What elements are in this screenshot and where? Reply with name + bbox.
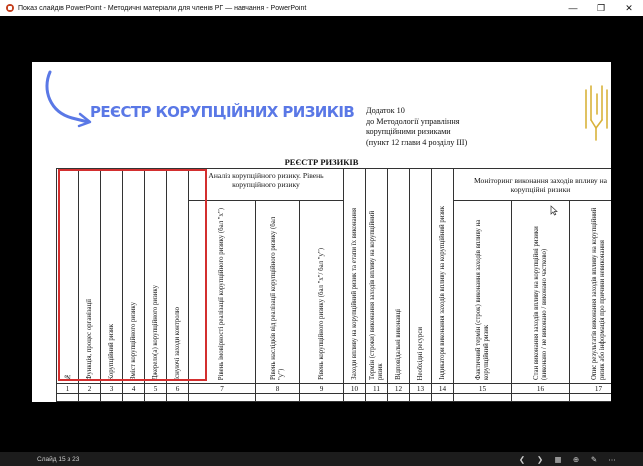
header-cell <box>189 201 256 384</box>
column-header: Функція, процес організації <box>85 299 93 380</box>
table-cell <box>145 394 167 402</box>
minimize-button[interactable]: — <box>568 3 578 13</box>
close-button[interactable]: ✕ <box>625 2 633 13</box>
table-cell <box>167 394 189 402</box>
slideshow-navigation <box>513 452 621 466</box>
column-number: 5 <box>145 384 167 394</box>
column-number: 2 <box>79 384 101 394</box>
header-cell <box>344 169 366 384</box>
column-header: Необхідні ресурси <box>416 326 424 380</box>
table-cell <box>410 394 432 402</box>
table-cell <box>300 394 344 402</box>
header-cell <box>57 169 79 384</box>
table-cell <box>454 394 512 402</box>
column-number: 14 <box>432 384 454 394</box>
header-cell <box>101 169 123 384</box>
header-cell <box>570 201 612 384</box>
column-number: 6 <box>167 384 189 394</box>
column-header: Опис результатів виконання заходів впливу на корупційний ризик або інформація про причини невиконання <box>590 207 606 380</box>
window-title: Показ слайдів PowerPoint - Методичні матеріали для членів РГ — навчання - PowerPoint <box>18 4 307 12</box>
column-header: Рівень корупційного ризику (бал "x"/ бал "y") <box>317 248 325 380</box>
table-cell <box>79 394 101 402</box>
addendum-line: корупційними ризиками <box>366 127 451 137</box>
analysis-group-header: Аналіз корупційного ризику. Рівень корупційного ризику <box>189 169 344 201</box>
column-header: Джерело(а) корупційного ризику <box>151 284 159 380</box>
more-options-icon[interactable]: ⋯ <box>608 454 616 464</box>
column-number: 12 <box>388 384 410 394</box>
header-cell <box>256 201 300 384</box>
column-number: 1 <box>57 384 79 394</box>
column-header: Фактичний термін (строк) виконання заходів впливу на корупційний ризик <box>474 219 490 380</box>
zoom-icon[interactable]: ⊕ <box>572 454 580 464</box>
restore-button[interactable]: ❐ <box>596 2 606 13</box>
column-number: 9 <box>300 384 344 394</box>
column-header: Існуючі заходи контролю <box>173 306 181 380</box>
table-cell <box>366 394 388 402</box>
column-number: 13 <box>410 384 432 394</box>
column-number: 10 <box>344 384 366 394</box>
header-cell <box>123 169 145 384</box>
addendum-note <box>366 106 467 148</box>
column-number: 4 <box>123 384 145 394</box>
organization-logo <box>583 84 611 142</box>
column-header: Рівень імовірності реалізації корупційного ризику (бал "x") <box>218 207 225 380</box>
column-header: Заходи впливу на корупційний ризик та етапи їх виконання <box>350 208 358 380</box>
table-cell <box>432 394 454 402</box>
header-cell <box>300 201 344 384</box>
column-header: Термін (строки) виконання заходів впливу на корупційний ризик <box>368 210 384 380</box>
column-header: Відповідальні виконавці <box>394 309 402 380</box>
column-header: Стан виконання заходів впливу на корупційні ризики (виконано / не виконано / виконано частково) <box>532 226 548 380</box>
monitoring-group-header: Моніторинг виконання заходів впливу на корупційні ризики <box>454 169 612 201</box>
slide[interactable] <box>32 62 611 402</box>
slide-title: РЕЄСТР КОРУПЦІЙНИХ РИЗИКІВ <box>90 103 355 121</box>
column-number: 8 <box>256 384 300 394</box>
table-cell <box>388 394 410 402</box>
header-cell <box>410 169 432 384</box>
table-cell <box>123 394 145 402</box>
slide-counter: Слайд 15 з 23 <box>37 455 80 463</box>
column-number: 3 <box>101 384 123 394</box>
header-cell <box>366 169 388 384</box>
pointer-options-icon[interactable]: ✎ <box>590 454 598 464</box>
column-header: Рівень наслідків від реалізації корупційного ризику (бал "y") <box>269 216 285 380</box>
column-number: 16 <box>512 384 570 394</box>
header-cell <box>512 201 570 384</box>
registry-title: РЕЄСТР РИЗИКІВ <box>284 157 359 167</box>
table-cell <box>57 394 79 402</box>
table-cell <box>256 394 300 402</box>
table-cell <box>344 394 366 402</box>
column-number-row <box>57 384 612 394</box>
column-header: Корупційний ризик <box>107 323 115 380</box>
column-number: 11 <box>366 384 388 394</box>
header-cell <box>454 201 512 384</box>
window-titlebar <box>0 0 643 16</box>
header-cell <box>167 169 189 384</box>
column-header: Зміст корупційного ризику <box>129 302 137 380</box>
table-row <box>57 394 612 402</box>
column-header: Індикатори виконання заходів впливу на корупційний ризик <box>438 206 446 380</box>
table-cell <box>570 394 612 402</box>
powerpoint-icon <box>6 4 14 12</box>
slide-sorter-icon[interactable]: ▦ <box>554 454 562 464</box>
window-controls <box>559 0 643 16</box>
table-cell <box>512 394 570 402</box>
prev-icon[interactable]: ❮ <box>518 454 526 464</box>
header-group-row <box>57 169 612 201</box>
column-number: 7 <box>189 384 256 394</box>
addendum-line: (пункт 12 глави 4 розділу ІІІ) <box>366 137 468 147</box>
addendum-line: Додаток 10 <box>366 106 405 115</box>
risk-registry-table <box>56 168 611 402</box>
column-number: 17 <box>570 384 612 394</box>
header-cell <box>79 169 101 384</box>
table-cell <box>101 394 123 402</box>
next-icon[interactable]: ❯ <box>536 454 544 464</box>
header-cell <box>432 169 454 384</box>
header-cell <box>388 169 410 384</box>
column-header: № <box>63 373 71 380</box>
header-cell <box>145 169 167 384</box>
table-cell <box>189 394 256 402</box>
column-number: 15 <box>454 384 512 394</box>
mouse-pointer-icon <box>550 205 558 216</box>
addendum-line: до Методології управління <box>366 116 460 126</box>
status-bar <box>0 452 643 466</box>
